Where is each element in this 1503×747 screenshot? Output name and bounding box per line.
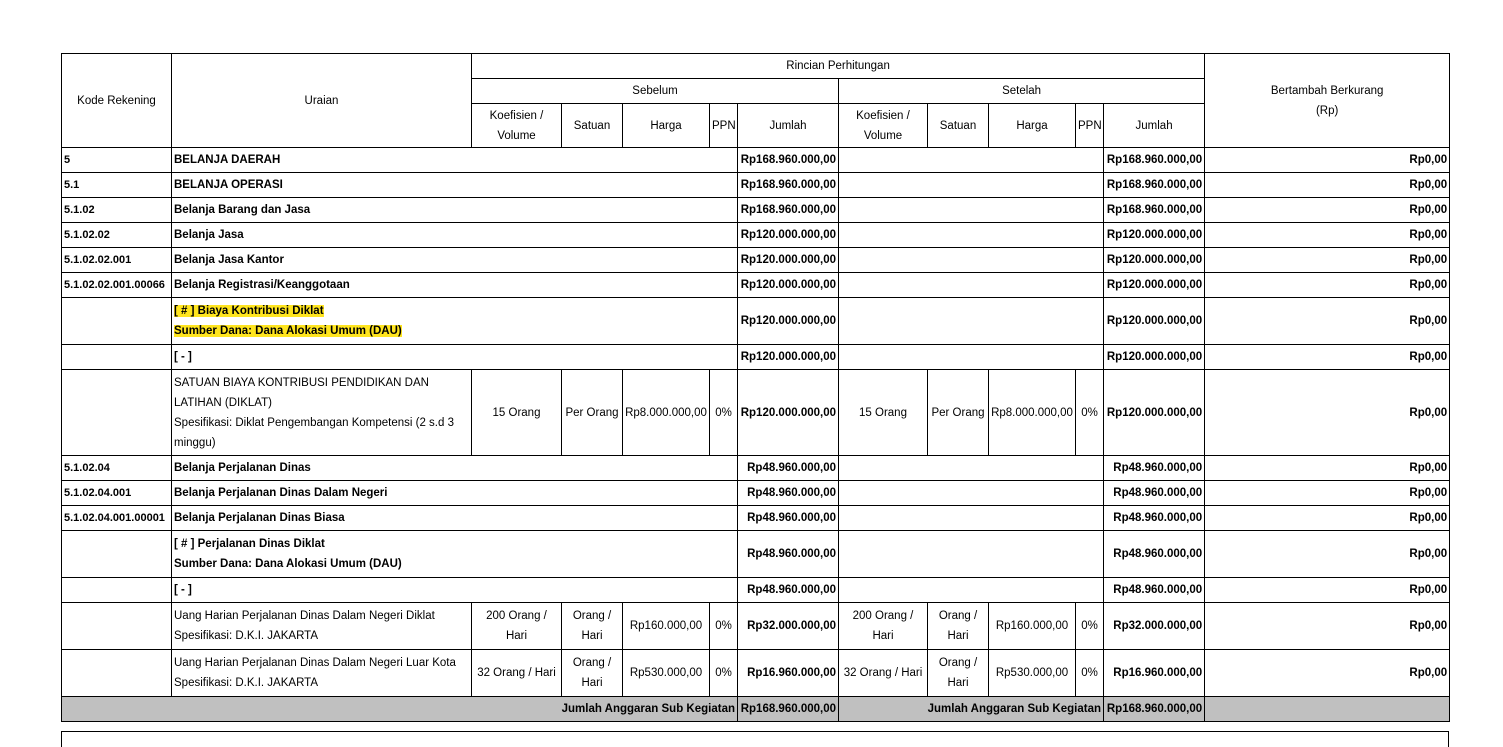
selisih: Rp0,00 [1205,223,1450,248]
jumlah-sebelum: Rp48.960.000,00 [738,506,839,531]
selisih: Rp0,00 [1205,248,1450,273]
selisih: Rp0,00 [1205,531,1450,578]
selisih: Rp0,00 [1205,456,1450,481]
jumlah-sebelum: Rp168.960.000,00 [738,198,839,223]
table-row [62,148,1450,173]
koefisien-sebelum: 15 Orang [472,370,562,456]
satuan-setelah: Orang / Hari [928,603,989,650]
table-row [62,273,1450,298]
jumlah-setelah: Rp48.960.000,00 [1104,531,1205,578]
satuan-sebelum: Per Orang [562,370,623,456]
uraian: Belanja Perjalanan Dinas Biasa [172,506,738,531]
ppn-setelah: 0% [1076,603,1104,650]
ppn-sebelum: 0% [710,370,738,456]
jumlah-sebelum: Rp16.960.000,00 [738,650,839,697]
jumlah-sebelum: Rp120.000.000,00 [738,345,839,370]
header-koefisien-setelah: Koefisien / Volume [839,104,928,148]
jumlah-setelah: Rp48.960.000,00 [1104,506,1205,531]
highlighted-title: [ # ] Biaya Kontribusi Diklat [174,305,324,317]
jumlah-sebelum: Rp120.000.000,00 [738,223,839,248]
ppn-sebelum: 0% [710,603,738,650]
header-jumlah-setelah: Jumlah [1104,104,1205,148]
satuan-setelah: Orang / Hari [928,650,989,697]
header-setelah: Setelah [839,79,1205,104]
table-continuation [61,731,1449,747]
header-bertambah: Bertambah Berkurang (Rp) [1205,54,1450,148]
jumlah-sebelum: Rp168.960.000,00 [738,173,839,198]
kode-rekening: 5.1.02.04.001 [62,481,172,506]
kode-rekening: 5.1.02.02 [62,223,172,248]
ppn-setelah: 0% [1076,650,1104,697]
kode-rekening: 5.1.02 [62,198,172,223]
selisih: Rp0,00 [1205,603,1450,650]
selisih: Rp0,00 [1205,506,1450,531]
kode-rekening: 5.1.02.04 [62,456,172,481]
uraian: Belanja Registrasi/Keanggotaan [172,273,738,298]
jumlah-setelah: Rp16.960.000,00 [1104,650,1205,697]
harga-setelah: Rp530.000,00 [989,650,1076,697]
jumlah-setelah: Rp48.960.000,00 [1104,481,1205,506]
selisih: Rp0,00 [1205,370,1450,456]
harga-sebelum: Rp160.000,00 [623,603,710,650]
jumlah-sebelum: Rp48.960.000,00 [738,531,839,578]
kode-rekening: 5.1.02.02.001 [62,248,172,273]
jumlah-sebelum: Rp48.960.000,00 [738,481,839,506]
table-row [62,173,1450,198]
jumlah-setelah: Rp168.960.000,00 [1104,198,1205,223]
selisih: Rp0,00 [1205,650,1450,697]
table-row [62,345,1450,370]
header-ppn-setelah: PPN [1076,104,1104,148]
uraian: [ - ] [172,578,738,603]
koefisien-sebelum: 200 Orang / Hari [472,603,562,650]
uraian: Belanja Perjalanan Dinas Dalam Negeri [172,481,738,506]
uraian: BELANJA OPERASI [172,173,738,198]
harga-setelah: Rp160.000,00 [989,603,1076,650]
total-label-setelah: Jumlah Anggaran Sub Kegiatan [839,697,1104,722]
satuan-sebelum: Orang / Hari [562,603,623,650]
selisih: Rp0,00 [1205,148,1450,173]
header-harga-setelah: Harga [989,104,1076,148]
satuan-setelah: Per Orang [928,370,989,456]
jumlah-setelah: Rp120.000.000,00 [1104,370,1205,456]
table-row [62,370,1450,456]
jumlah-sebelum: Rp48.960.000,00 [738,578,839,603]
ppn-setelah: 0% [1076,370,1104,456]
uraian: [ - ] [172,345,738,370]
jumlah-setelah: Rp120.000.000,00 [1104,298,1205,345]
total-jumlah-sebelum: Rp168.960.000,00 [738,697,839,722]
uraian: Belanja Jasa Kantor [172,248,738,273]
header-koefisien-sebelum: Koefisien / Volume [472,104,562,148]
highlighted-source: Sumber Dana: Dana Alokasi Umum (DAU) [174,325,402,337]
table-row [62,578,1450,603]
header-uraian: Uraian [172,54,472,148]
header-sebelum: Sebelum [472,79,839,104]
budget-table [61,53,1450,722]
jumlah-setelah: Rp48.960.000,00 [1104,578,1205,603]
jumlah-setelah: Rp168.960.000,00 [1104,148,1205,173]
header-rincian: Rincian Perhitungan [472,54,1205,79]
table-row [62,531,1450,578]
koefisien-setelah: 200 Orang / Hari [839,603,928,650]
table-row [62,650,1450,697]
selisih: Rp0,00 [1205,273,1450,298]
table-row [62,298,1450,345]
uraian: Belanja Perjalanan Dinas [172,456,738,481]
table-row [62,481,1450,506]
table-row [62,198,1450,223]
kode-rekening: 5.1.02.02.001.00066 [62,273,172,298]
total-label-sebelum: Jumlah Anggaran Sub Kegiatan [62,697,738,722]
jumlah-sebelum: Rp120.000.000,00 [738,298,839,345]
jumlah-sebelum: Rp120.000.000,00 [738,273,839,298]
header-kode-rekening: Kode Rekening [62,54,172,148]
total-jumlah-setelah: Rp168.960.000,00 [1104,697,1205,722]
jumlah-setelah: Rp168.960.000,00 [1104,173,1205,198]
jumlah-sebelum: Rp32.000.000,00 [738,603,839,650]
header-satuan-sebelum: Satuan [562,104,623,148]
satuan-sebelum: Orang / Hari [562,650,623,697]
table-row [62,506,1450,531]
total-row [62,697,1450,722]
selisih: Rp0,00 [1205,298,1450,345]
kode-rekening: 5.1 [62,173,172,198]
koefisien-setelah: 15 Orang [839,370,928,456]
jumlah-setelah: Rp120.000.000,00 [1104,345,1205,370]
uraian: BELANJA DAERAH [172,148,738,173]
header-satuan-setelah: Satuan [928,104,989,148]
harga-sebelum: Rp8.000.000,00 [623,370,710,456]
table-row [62,223,1450,248]
jumlah-setelah: Rp48.960.000,00 [1104,456,1205,481]
jumlah-sebelum: Rp120.000.000,00 [738,370,839,456]
kode-rekening: 5 [62,148,172,173]
jumlah-setelah: Rp120.000.000,00 [1104,223,1205,248]
koefisien-setelah: 32 Orang / Hari [839,650,928,697]
jumlah-sebelum: Rp48.960.000,00 [738,456,839,481]
uraian: Uang Harian Perjalanan Dinas Dalam Negeri Diklat Spesifikasi: D.K.I. JAKARTA [172,603,472,650]
ppn-sebelum: 0% [710,650,738,697]
selisih: Rp0,00 [1205,481,1450,506]
uraian: Belanja Barang dan Jasa [172,198,738,223]
jumlah-sebelum: Rp120.000.000,00 [738,248,839,273]
table-row [62,456,1450,481]
jumlah-setelah: Rp120.000.000,00 [1104,273,1205,298]
uraian: SATUAN BIAYA KONTRIBUSI PENDIDIKAN DAN LATIHAN (DIKLAT) Spesifikasi: Diklat Pengembangan Kompetensi (2 s.d 3 minggu) [172,370,472,456]
jumlah-sebelum: Rp168.960.000,00 [738,148,839,173]
table-row [62,248,1450,273]
koefisien-sebelum: 32 Orang / Hari [472,650,562,697]
header-jumlah-sebelum: Jumlah [738,104,839,148]
uraian [172,298,738,345]
uraian: Belanja Jasa [172,223,738,248]
selisih: Rp0,00 [1205,345,1450,370]
jumlah-setelah: Rp32.000.000,00 [1104,603,1205,650]
uraian: [ # ] Perjalanan Dinas Diklat Sumber Dana: Dana Alokasi Umum (DAU) [172,531,738,578]
table-row [62,603,1450,650]
uraian: Uang Harian Perjalanan Dinas Dalam Negeri Luar Kota Spesifikasi: D.K.I. JAKARTA [172,650,472,697]
kode-rekening: 5.1.02.04.001.00001 [62,506,172,531]
selisih: Rp0,00 [1205,173,1450,198]
header-harga-sebelum: Harga [623,104,710,148]
header-ppn-sebelum: PPN [710,104,738,148]
selisih: Rp0,00 [1205,198,1450,223]
selisih: Rp0,00 [1205,578,1450,603]
jumlah-setelah: Rp120.000.000,00 [1104,248,1205,273]
harga-sebelum: Rp530.000,00 [623,650,710,697]
harga-setelah: Rp8.000.000,00 [989,370,1076,456]
